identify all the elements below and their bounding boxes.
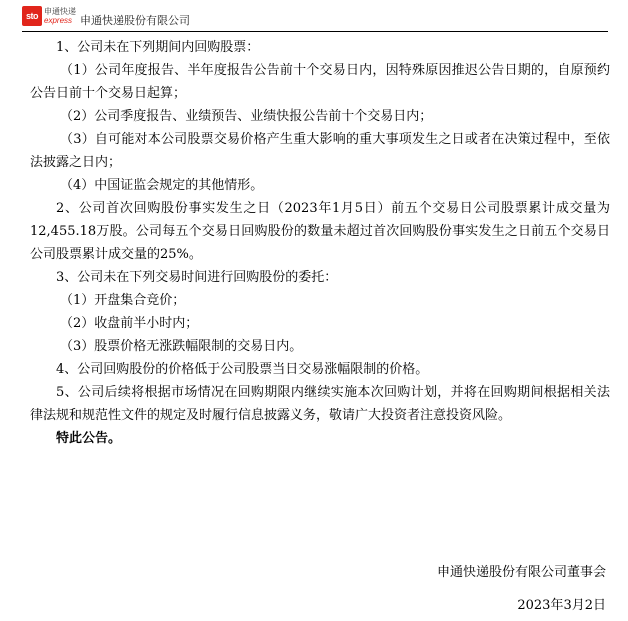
company-logo xyxy=(22,6,74,28)
header-divider xyxy=(22,31,608,32)
logo-en-text: express xyxy=(44,16,73,25)
paragraph-item-4: 4、公司回购股份的价格低于公司股票当日交易涨幅限制的价格。 xyxy=(56,362,429,377)
header-company-name: 申通快递股份有限公司 xyxy=(80,14,190,27)
signature: 申通快递股份有限公司董事会 xyxy=(436,565,606,580)
paragraph-item-2: 2、公司首次回购股份事实发生之日（2023年1月5日）前五个交易日公司股票累计成交量为12,455.18万股。公司每五个交易日回购股份的数量未超过首次回购股份事实发生之日前五个交易日公司股票累计成交量的25%。 xyxy=(30,201,610,262)
page-header xyxy=(0,0,628,34)
paragraph-item-1-2: （2）公司季度报告、业绩预告、业绩快报公告前十个交易日内； xyxy=(60,109,433,124)
paragraph-item-3-3: （3）股票价格无涨跌幅限制的交易日内。 xyxy=(60,339,303,354)
paragraph-item-1-3: （3）自可能对本公司股票交易价格产生重大影响的重大事项发生之日或者在决策过程中，至依法披露之日内； xyxy=(30,132,610,170)
paragraph-item-1-1: （1）公司年度报告、半年度报告公告前十个交易日内，因特殊原因推迟公告日期的，自原预约公告日前十个交易日起算； xyxy=(30,63,610,101)
paragraph-item-3-1: （1）开盘集合竞价； xyxy=(60,293,186,308)
paragraph-item-5: 5、公司后续将根据市场情况在回购期限内继续实施本次回购计划，并将在回购期间根据相关法律法规和规范性文件的规定及时履行信息披露义务，敬请广大投资者注意投资风险。 xyxy=(30,385,610,423)
paragraph-item-3: 3、公司未在下列交易时间进行回购股份的委托： xyxy=(56,270,338,285)
paragraph-item-1: 1、公司未在下列期间内回购股票： xyxy=(56,40,260,55)
document-date: 2023年3月2日 xyxy=(517,598,606,613)
logo-cn-text: 申通快递 xyxy=(44,7,76,16)
closing-statement: 特此公告。 xyxy=(56,431,122,446)
document-body xyxy=(30,36,610,450)
paragraph-item-3-2: （2）收盘前半小时内； xyxy=(60,316,199,331)
logo-mark: sto xyxy=(22,6,42,26)
paragraph-item-1-4: （4）中国证监会规定的其他情形。 xyxy=(60,178,264,193)
